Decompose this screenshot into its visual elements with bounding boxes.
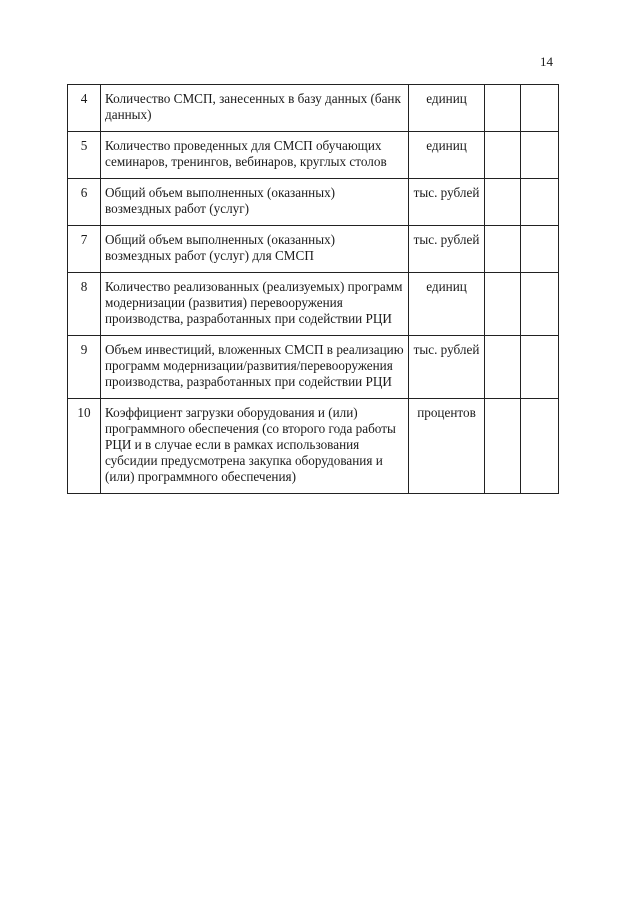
indicators-table [67, 84, 559, 494]
value-cell-1 [485, 85, 521, 132]
row-number: 6 [68, 179, 101, 226]
table-row [68, 226, 559, 273]
table-row [68, 132, 559, 179]
indicator-name: Количество реализованных (реализуемых) программ модернизации (развития) перевооружения производства, разработанных при содействии РЦИ [101, 273, 409, 336]
indicator-name: Общий объем выполненных (оказанных) возмездных работ (услуг) [101, 179, 409, 226]
unit-of-measure: тыс. рублей [409, 226, 485, 273]
unit-of-measure: единиц [409, 273, 485, 336]
unit-of-measure: тыс. рублей [409, 179, 485, 226]
value-cell-2 [521, 273, 559, 336]
unit-of-measure: тыс. рублей [409, 336, 485, 399]
indicator-name: Общий объем выполненных (оказанных) возмездных работ (услуг) для СМСП [101, 226, 409, 273]
table-row [68, 336, 559, 399]
value-cell-2 [521, 226, 559, 273]
row-number: 5 [68, 132, 101, 179]
unit-of-measure: единиц [409, 85, 485, 132]
row-number: 10 [68, 399, 101, 494]
value-cell-1 [485, 399, 521, 494]
value-cell-1 [485, 132, 521, 179]
unit-of-measure: единиц [409, 132, 485, 179]
value-cell-1 [485, 226, 521, 273]
value-cell-1 [485, 179, 521, 226]
value-cell-2 [521, 132, 559, 179]
row-number: 7 [68, 226, 101, 273]
value-cell-2 [521, 399, 559, 494]
indicator-name: Количество проведенных для СМСП обучающих семинаров, тренингов, вебинаров, круглых столов [101, 132, 409, 179]
table-row [68, 179, 559, 226]
row-number: 9 [68, 336, 101, 399]
value-cell-2 [521, 179, 559, 226]
indicator-name: Количество СМСП, занесенных в базу данных (банк данных) [101, 85, 409, 132]
value-cell-1 [485, 273, 521, 336]
unit-of-measure: процентов [409, 399, 485, 494]
table-row [68, 399, 559, 494]
row-number: 8 [68, 273, 101, 336]
value-cell-1 [485, 336, 521, 399]
row-number: 4 [68, 85, 101, 132]
value-cell-2 [521, 336, 559, 399]
indicator-name: Коэффициент загрузки оборудования и (или) программного обеспечения (со второго года работы РЦИ и в случае если в рамках использования субсидии предусмотрена закупка оборудования и (или) программного обеспечения) [101, 399, 409, 494]
table-row [68, 273, 559, 336]
indicator-name: Объем инвестиций, вложенных СМСП в реализацию программ модернизации/развития/перевооружения производства, разработанных при содействии РЦИ [101, 336, 409, 399]
page-number: 14 [540, 54, 553, 69]
value-cell-2 [521, 85, 559, 132]
table-row [68, 85, 559, 132]
